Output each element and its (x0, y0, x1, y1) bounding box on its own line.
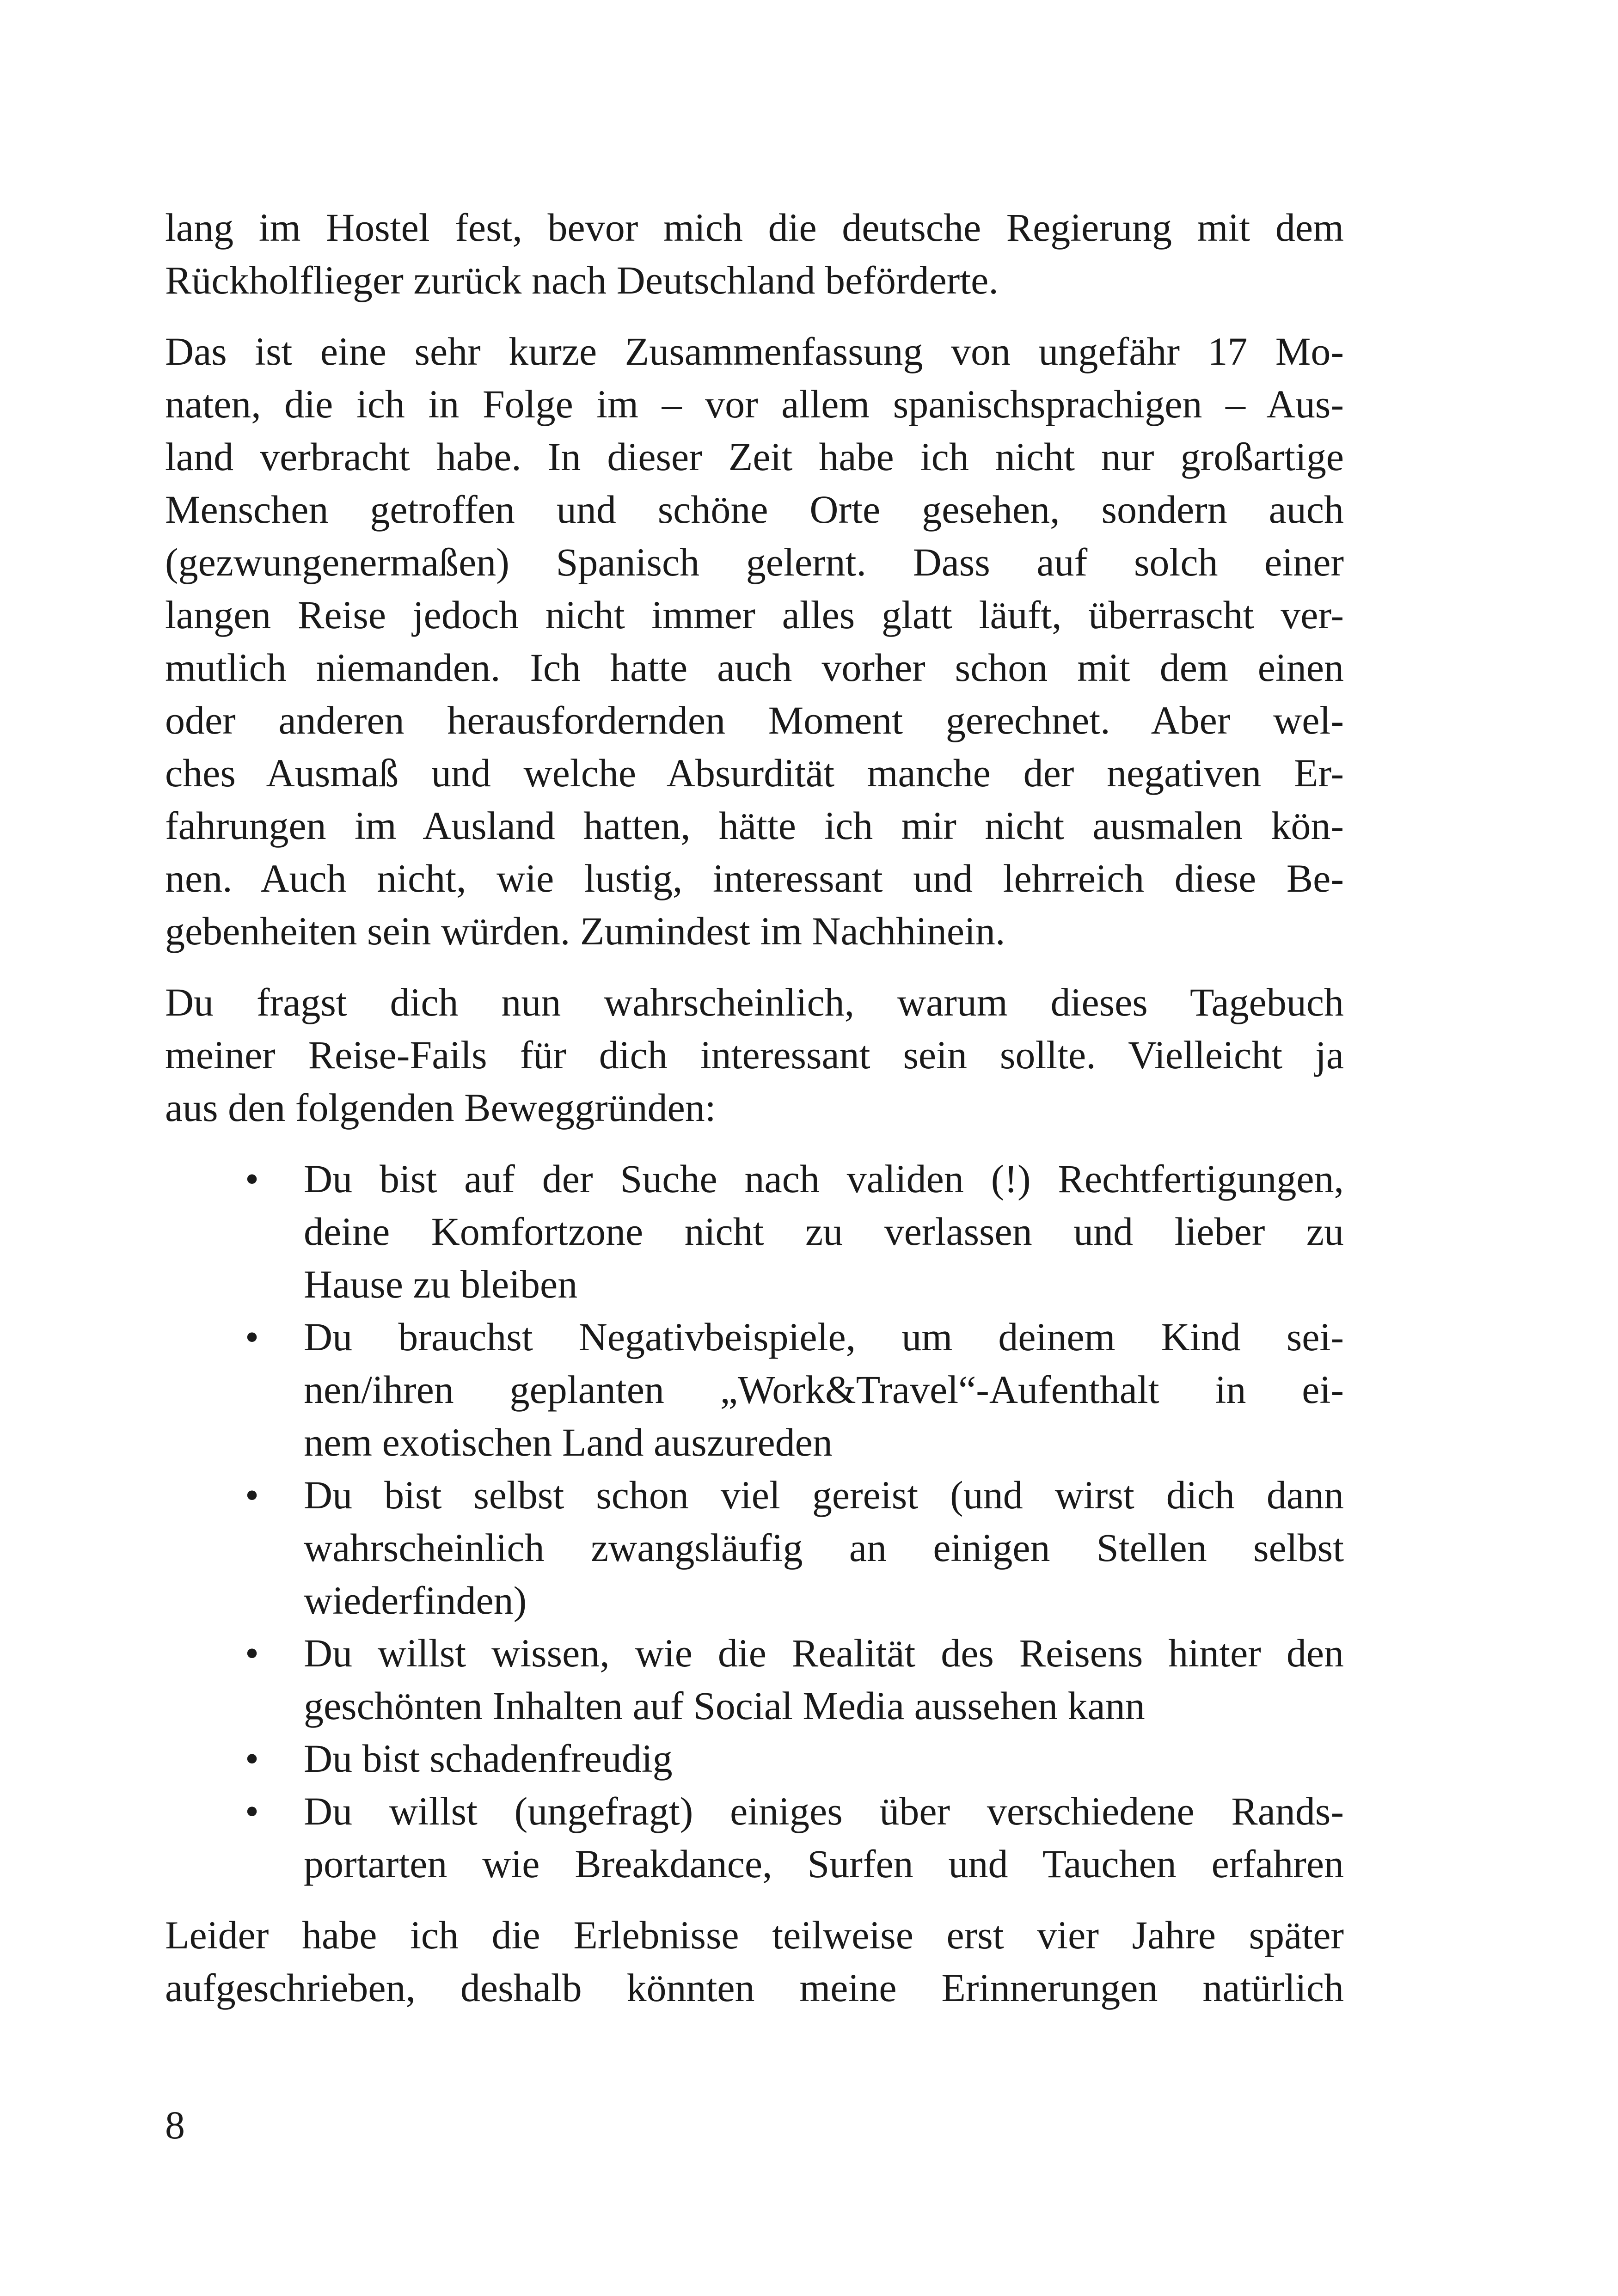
bullet-icon: • (245, 1157, 259, 1201)
text-line: Du brauchst Negativbeispiele, um deinem Kind sei- (304, 1315, 1344, 1359)
text-line: Das ist eine sehr kurze Zusammenfassung von ungefähr 17 Mo- (165, 329, 1344, 373)
text-line: Du bist selbst schon viel gereist (und wirst dich dann (304, 1473, 1344, 1517)
text-line: nen/ihren geplanten „Work&Travel“-Aufenthalt in ei- (304, 1367, 1344, 1412)
paragraph-4 (165, 1909, 1344, 2014)
list-item (165, 1732, 1344, 1785)
text-line: portarten wie Breakdance, Surfen und Tauchen erfahren (304, 1842, 1344, 1886)
text-line: naten, die ich in Folge im – vor allem spanischsprachigen – Aus- (165, 382, 1344, 426)
text-line: Leider habe ich die Erlebnisse teilweise erst vier Jahre später (165, 1913, 1344, 1957)
list-item (165, 1469, 1344, 1627)
text-line: wahrscheinlich zwangsläufig an einigen Stellen selbst (304, 1525, 1344, 1570)
text-line: oder anderen herausfordernden Moment gerechnet. Aber wel- (165, 698, 1344, 742)
text-line: nen. Auch nicht, wie lustig, interessant und lehrreich diese Be- (165, 856, 1344, 900)
text-line: deine Komfortzone nicht zu verlassen und lieber zu (304, 1209, 1344, 1254)
text-line: ches Ausmaß und welche Absurdität manche der negativen Er- (165, 751, 1344, 795)
text-line: Du bist auf der Suche nach validen (!) Rechtfertigungen, (304, 1157, 1344, 1201)
text-line: aufgeschrieben, deshalb könnten meine Erinnerungen natürlich (165, 1965, 1344, 2010)
text-line: Du fragst dich nun wahrscheinlich, warum dieses Tagebuch (165, 980, 1344, 1024)
list-item (165, 1310, 1344, 1469)
bullet-icon: • (245, 1473, 259, 1517)
text-line: geschönten Inhalten auf Social Media aussehen kann (304, 1684, 1145, 1728)
list-item (165, 1785, 1344, 1890)
text-line: Du willst (ungefragt) einiges über verschiedene Rands- (304, 1789, 1344, 1833)
paragraph-2 (165, 325, 1344, 957)
body-text (165, 201, 1344, 2033)
text-line: Du willst wissen, wie die Realität des Reisens hinter den (304, 1631, 1344, 1675)
text-line: Rückholflieger zurück nach Deutschland beförderte. (165, 258, 999, 302)
bullet-icon: • (245, 1736, 259, 1781)
paragraph-1 (165, 201, 1344, 306)
paragraph-3 (165, 976, 1344, 1134)
text-line: Hause zu bleiben (304, 1262, 578, 1306)
text-line: land verbracht habe. In dieser Zeit habe ich nicht nur großartige (165, 435, 1344, 479)
text-line: wiederfinden) (304, 1578, 527, 1623)
list-item (165, 1627, 1344, 1732)
reasons-list (165, 1152, 1344, 1890)
bullet-icon: • (245, 1631, 259, 1675)
bullet-icon: • (245, 1315, 259, 1359)
text-line: lang im Hostel fest, bevor mich die deutsche Regierung mit dem (165, 205, 1344, 250)
text-line: (gezwungenermaßen) Spanisch gelernt. Dass auf solch einer (165, 540, 1344, 584)
text-line: fahrungen im Ausland hatten, hätte ich mir nicht ausmalen kön- (165, 803, 1344, 848)
text-line: Menschen getroffen und schöne Orte gesehen, sondern auch (165, 487, 1344, 532)
text-line: aus den folgenden Beweggründen: (165, 1085, 716, 1130)
text-line: meiner Reise-Fails für dich interessant sein sollte. Vielleicht ja (165, 1033, 1344, 1077)
text-line: nem exotischen Land auszureden (304, 1420, 833, 1464)
list-item (165, 1152, 1344, 1310)
text-line: langen Reise jedoch nicht immer alles glatt läuft, überrascht ver- (165, 593, 1344, 637)
page-number: 8 (165, 2103, 185, 2147)
text-line: gebenheiten sein würden. Zumindest im Nachhinein. (165, 909, 1005, 953)
bullet-icon: • (245, 1789, 259, 1833)
text-line: Du bist schadenfreudig (304, 1736, 673, 1781)
text-line: mutlich niemanden. Ich hatte auch vorher schon mit dem einen (165, 645, 1344, 690)
